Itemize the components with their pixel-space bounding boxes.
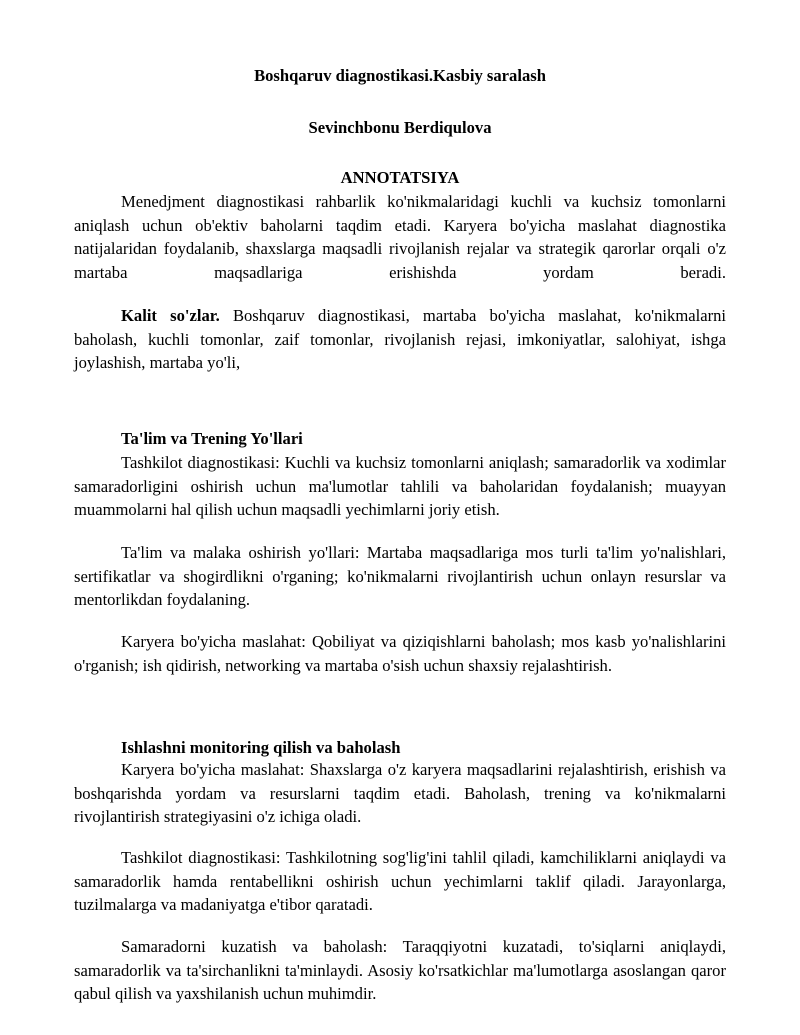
- paragraph-performance-monitoring: Samaradorni kuzatish va baholash: Taraqqiyotni kuzatadi, to'siqlarni aniqlaydi, samaradorlik va ta'sirchanlikni ta'minlaydi. Asosiy ko'rsatkichlar ma'lumotlarga asoslangan qaror qabul qilish va yaxshilanish uchun muhimdir.: [74, 937, 726, 1004]
- section-heading-monitoring: Ishlashni monitoring qilish va baholash: [121, 738, 401, 757]
- keywords-text: Boshqaruv diagnostikasi, martaba bo'yicha maslahat, ko'nikmalarni baholash, kuchli tomonlar, zaif tomonlar, rivojlanish rejasi, imkoniyatlar, salohiyat, ishga joylashish, martaba yo'li,: [74, 306, 726, 373]
- author-name: Sevinchbonu Berdiqulova: [308, 118, 492, 137]
- paragraph-training-paths: Ta'lim va malaka oshirish yo'llari: Martaba maqsadlariga mos turli ta'lim yo'nalishlari, sertifikatlar va shogirdlikni o'rganing; ko'nikmalarni rivojlantirish uchun onlayn resurslar va mentorlikdan foydalaning.: [74, 543, 726, 610]
- abstract-heading: ANNOTATSIYA: [340, 168, 460, 187]
- paragraph-career-support: Karyera bo'yicha maslahat: Shaxslarga o'z karyera maqsadlarini rejalashtirish, erishish va boshqarishda yordam va resurslarni taqdim etadi. Baholash, trening va ko'nikmalarni rivojlantirish strategiyasini o'z ichiga oladi.: [74, 760, 726, 827]
- keywords-label: Kalit so'zlar.: [121, 306, 220, 325]
- paragraph-career-counseling: Karyera bo'yicha maslahat: Qobiliyat va qiziqishlarni baholash; mos kasb yo'nalishlarini o'rganish; ish qidirish, networking va martaba o'sish uchun shaxsiy rejalashtirish.: [74, 632, 726, 675]
- abstract-paragraph: Menedjment diagnostikasi rahbarlik ko'nikmalaridagi kuchli va kuchsiz tomonlarni aniqlash uchun ob'ektiv baholarni taqdim etadi. Karyera bo'yicha maslahat diagnostika natijalaridan foydalanib, shaxslarga maqsadli rivojlanish rejalar va strategik qarorlar orqali o'z martaba maqsadlariga erishishda yordam beradi.: [74, 192, 726, 283]
- paragraph-org-health: Tashkilot diagnostikasi: Tashkilotning sog'lig'ini tahlil qiladi, kamchiliklarni aniqlaydi va samaradorlik hamda rentabellikni oshirish uchun yechimlarni taklif qiladi. Jarayonlarga, tuzilmalarga va madaniyatga e'tibor qaratadi.: [74, 848, 726, 915]
- keywords-paragraph: [74, 304, 726, 375]
- section-heading-training: Ta'lim va Trening Yo'llari: [121, 429, 303, 448]
- document-title: Boshqaruv diagnostikasi.Kasbiy saralash: [254, 66, 546, 85]
- paragraph-org-diagnostics: Tashkilot diagnostikasi: Kuchli va kuchsiz tomonlarni aniqlash; samaradorlik va xodimlar samaradorligini oshirish uchun ma'lumotlar tahlili va baholaridan foydalanish; muayyan muammolarni hal qilish uchun maqsadli yechimlarni joriy etish.: [74, 453, 726, 520]
